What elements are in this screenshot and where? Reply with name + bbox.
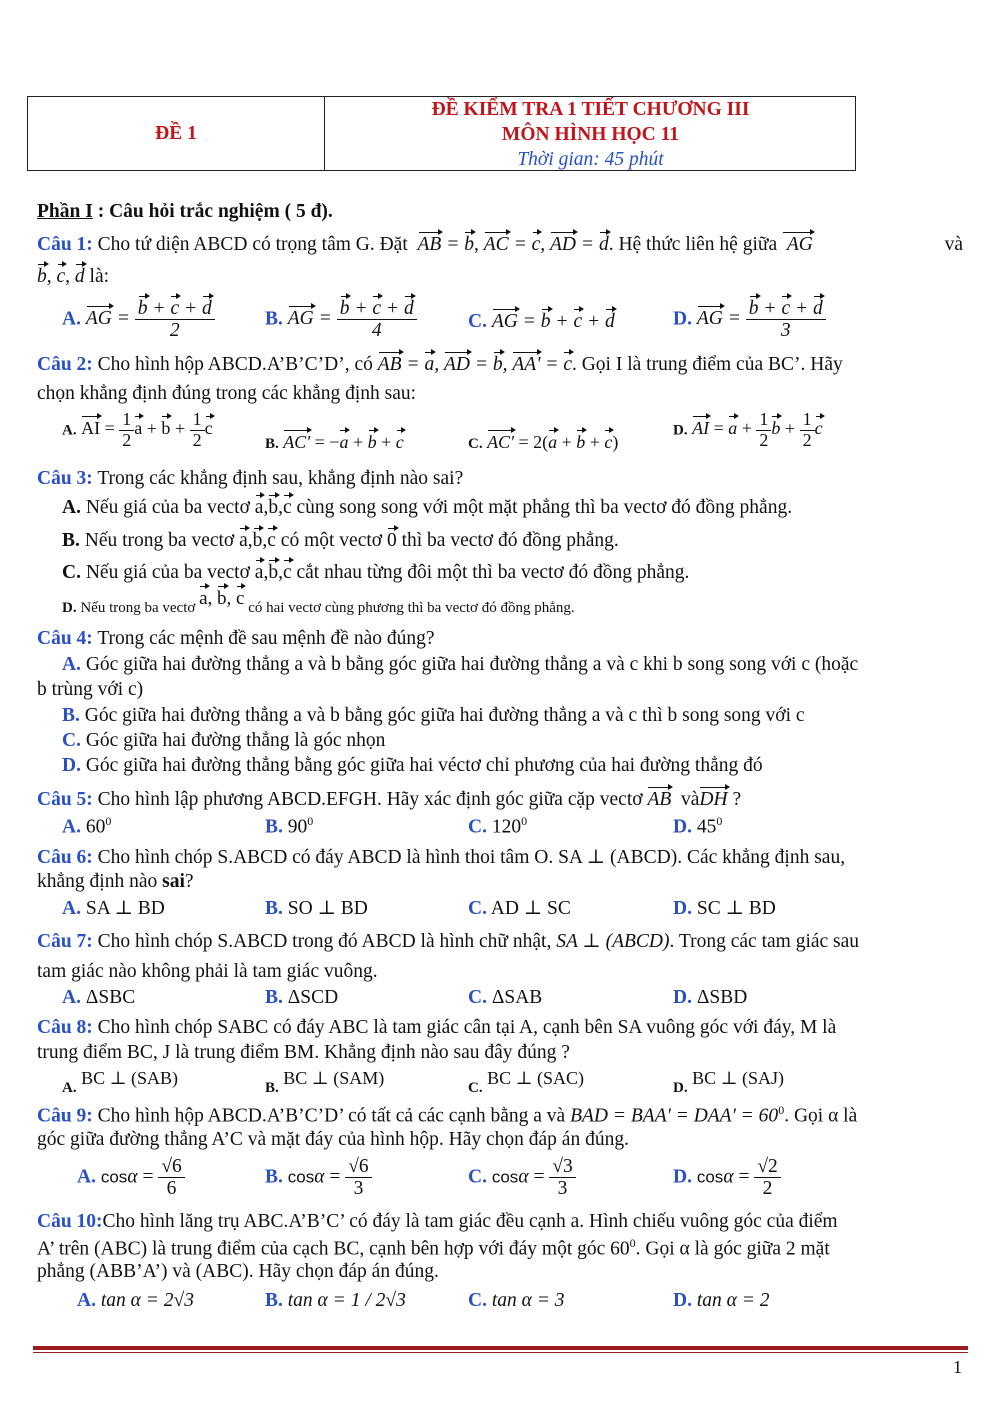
q10-text2b: . Gọi α là góc giữa 2 mặt [635,1238,830,1260]
q10-option-c[interactable]: C. tan α = 3 [468,1290,565,1311]
q8-text1: Cho hình chóp SABC có đáy ABC là tam giác cân tại A, cạnh bên SA vuông góc với đáy, M là [97,1017,837,1038]
q3-option-b[interactable]: B. Nếu trong ba vectơ a,b,c có một vectơ 0 thì ba vectơ đó đồng phẳng. [62,530,619,551]
q6-sai: sai [162,871,185,892]
q8-a-text: BC ⊥ (SAB) [81,1068,179,1088]
question-6 [37,845,845,869]
page-number: 1 [953,1357,962,1377]
q7-option-b[interactable]: B. ΔSCD [265,987,339,1008]
q2-text1: Cho hình hộp ABCD.A’B’C’D’, có [97,354,373,375]
q10-line2: A’ trên (ABC) là trung điểm của cạch BC, cạnh bên hợp với đáy một góc $60^0$. Gọi α là góc giữa 2 mặt [37,1236,830,1260]
q1-vectors: AB = b, AC = c, AD = d [417,234,609,255]
q8-b-text: BC ⊥ (SAM) [283,1068,385,1088]
q9-math: BAD = BAA' = DAA' = 60 [570,1105,779,1127]
q10-option-b[interactable]: B. tan α = 1 / 2√3 [265,1290,406,1311]
q8-option-d[interactable]: $_{D.}$ BC ⊥ (SAJ) [673,1068,785,1096]
q7-b-text: ΔSCD [287,987,339,1008]
q4-option-c[interactable]: C. Góc giữa hai đường thẳng là góc nhọn [62,730,386,751]
q4-d-text: Góc giữa hai đường thẳng bằng góc giữa hai véctơ chỉ phương của hai đường thẳng đó [85,755,763,776]
exam-code-cell [28,97,325,170]
q5-option-a[interactable]: A. $60^0$ [62,814,112,838]
q5-d-value: 45 [696,816,717,838]
q1-a-label: A. [62,308,81,330]
q1-option-a[interactable]: A. AG = $\frac{b + c + d}{2}$ [62,298,215,342]
q9-a-den: 6 [166,1178,177,1200]
q3-b-text3: thì ba vectơ đó đồng phẳng. [401,530,619,551]
q6-text1: Cho hình chóp S.ABCD có đáy ABCD là hình thoi tâm O. SA ⊥ (ABCD). Các khẳng định sau, [97,847,846,868]
q7-option-a[interactable]: A. ΔSBC [62,987,136,1008]
q3-a-text1: Nếu giá của ba vectơ [85,497,250,518]
q3-c-text2: cắt nhau từng đôi một thì ba vectơ đó đồng phẳng. [296,562,690,583]
q9-option-c[interactable]: C. cosα = $\frac{√3}{3}$ [468,1156,576,1200]
q1-a-den: 2 [169,320,180,342]
q7-d-text: ΔSBD [696,987,748,1008]
q5-end: ? [732,789,742,810]
q7-math: SA ⊥ (ABCD) [556,931,670,952]
section-heading [37,201,333,223]
q5-option-b[interactable]: B. $90^0$ [265,814,314,838]
q6-q: ? [184,871,194,892]
q3-d-text2: có hai vectơ cùng phương thì ba vectơ đó đồng phẳng. [248,600,575,616]
q7-option-c[interactable]: C. ΔSAB [468,987,543,1008]
q4-b-text: Góc giữa hai đường thẳng a và b bằng góc giữa hai đường thẳng a và c thì b song song với c [84,705,805,726]
q1-label: Câu 1: [37,234,93,255]
q9-c-num: √3 [549,1156,575,1178]
q6-b-text: SO ⊥ BD [287,898,368,919]
q7-label: Câu 7: [37,931,93,952]
q5-and: và [681,789,700,810]
q5-a-value: 60 [85,816,106,838]
q9-line2: góc giữa đường thẳng A’C và mặt đáy của hình hộp. Hãy chọn đáp án đúng. [37,1129,629,1150]
question-1 [37,234,963,256]
q7-line2: tam giác nào không phải là tam giác vuông. [37,961,378,982]
q10-c-text: tan α = 3 [491,1290,565,1311]
q5-option-d[interactable]: D. $45^0$ [673,814,723,838]
q5-b-value: 90 [287,816,308,838]
q4-label: Câu 4: [37,628,93,649]
q10-text1: Cho hình lăng trụ ABC.A’B’C’ có đáy là tam giác đều cạnh a. Hình chiếu vuông góc của điểm [102,1211,838,1232]
question-10 [37,1211,838,1233]
q9-option-b[interactable]: B. cosα = $\frac{√6}{3}$ [265,1156,372,1200]
question-7 [37,929,859,953]
q9-text1: Cho hình hộp ABCD.A’B’C’D’ có tất cả các cạnh bằng a và [97,1105,566,1127]
q6-label: Câu 6: [37,847,93,868]
q9-option-a[interactable]: A. cosα = $\frac{√6}{6}$ [77,1156,185,1200]
q1-option-d[interactable]: D. AG = $\frac{b + c + d}{3}$ [673,298,826,342]
q2-line2: chọn khẳng định đúng trong các khẳng định sau: [37,383,417,404]
q6-text2: khẳng định nào [37,871,158,892]
q6-d-text: SC ⊥ BD [696,898,776,919]
q10-option-a[interactable]: A. tan α = 2√3 [77,1290,194,1311]
q8-d-text: BC ⊥ (SAJ) [692,1068,785,1088]
q8-option-a[interactable]: $_{A.}$ BC ⊥ (SAB) [62,1068,179,1096]
q3-a-text2: cùng song song với một mặt phẳng thì ba vectơ đó đồng phẳng. [296,497,793,518]
q10-option-d[interactable]: D. tan α = 2 [673,1290,770,1311]
q9-option-d[interactable]: D. cosα = $\frac{√2}{2}$ [673,1156,781,1200]
q5-label: Câu 5: [37,789,93,810]
q3-option-a[interactable]: A. Nếu giá của ba vectơ a,b,c cùng song song với một mặt phẳng thì ba vectơ đó đồng phẳng. [62,497,793,518]
question-5: Câu 5: Cho hình lập phương ABCD.EFGH. Hãy xác định góc giữa cặp vectơ AB vàDH ? [37,789,742,810]
question-3 [37,468,463,490]
question-2: Câu 2: Cho hình hộp ABCD.A’B’C’D’, có AB = a, AD = b, AA' = c. Gọi I là trung điểm của BC’. Hãy [37,354,843,375]
q5-c-value: 120 [491,816,522,838]
q6-option-a[interactable]: A. SA ⊥ BD [62,898,165,919]
section-rest: : Câu hỏi trắc nghiệm ( 5 đ). [92,201,333,222]
q4-option-b[interactable]: B. Góc giữa hai đường thẳng a và b bằng góc giữa hai đường thẳng a và c thì b song song với c [62,705,805,726]
q1-b-label: B. [265,308,283,330]
q3-b-text2: có một vectơ [280,530,383,551]
q1-text4: là: [89,266,110,287]
q8-option-b[interactable]: $_{B.}$ BC ⊥ (SAM) [265,1068,385,1096]
q3-option-d[interactable]: D. Nếu trong ba vectơ a, b, c có hai vectơ cùng phương thì ba vectơ đó đồng phẳng. [62,588,575,616]
q8-line2: trung điểm BC, J là trung điểm BM. Khẳng định nào sau đây đúng ? [37,1042,570,1063]
q3-d-text1: Nếu trong ba vectơ [80,600,196,616]
q6-a-text: SA ⊥ BD [85,898,165,919]
q7-c-text: ΔSAB [491,987,543,1008]
subject-title: MÔN HÌNH HỌC 11 [501,124,680,145]
q6-option-d[interactable]: D. SC ⊥ BD [673,898,776,919]
q9-label: Câu 9: [37,1105,93,1127]
q1-text3: và [944,234,963,255]
q1-text: Cho tứ diện ABCD có trọng tâm G. Đặt [97,234,408,255]
q9-c-den: 3 [557,1178,568,1200]
q9-d-num: √2 [754,1156,780,1178]
q4-text: Trong các mệnh đề sau mệnh đề nào đúng? [97,628,435,649]
q10-d-text: tan α = 2 [696,1290,770,1311]
exam-code: ĐỀ 1 [155,122,197,144]
footer-rule [33,1346,968,1350]
q1-vec-ag: AG [781,234,813,255]
q10-a-text: tan α = 2√3 [100,1290,194,1311]
q2-label: Câu 2: [37,354,93,375]
q1-c-label: C. [468,311,487,332]
q4-option-a-cont: b trùng với c) [37,679,144,700]
header-table [27,96,856,171]
q3-label: Câu 3: [37,468,93,489]
q3-text: Trong các khẳng định sau, khẳng định nào sai? [97,468,464,489]
q5-option-c[interactable]: C. $120^0$ [468,814,528,838]
q1-text2: . Hệ thức liên hệ giữa [608,234,778,255]
question-8 [37,1017,836,1039]
footer-rule-thin [33,1352,968,1353]
question-4 [37,628,435,650]
q1-d-den: 3 [780,320,791,342]
q3-c-text1: Nếu giá của ba vectơ [85,562,250,583]
q10-text2a: A’ trên (ABC) là trung điểm của cạch BC, cạnh bên hợp với đáy một góc 60 [37,1238,630,1260]
q8-label: Câu 8: [37,1017,93,1038]
q6-c-text: AD ⊥ SC [490,898,571,919]
q2-option-c[interactable]: C. AC' = 2(a + b + c) [468,432,619,452]
q6-line2 [37,871,194,893]
q2-text2: . Gọi I là trung điểm của BC’. Hãy [571,354,843,375]
q2-option-a[interactable]: A. AI = $\frac{1}{2}$ a + b + $\frac{1}{2}$ c [62,409,213,450]
q4-a-text: Góc giữa hai đường thẳng a và b bằng góc giữa hai đường thẳng a và c khi b song song với c (hoặc [85,654,859,675]
q6-option-c[interactable]: C. AD ⊥ SC [468,898,571,919]
q7-text2: . Trong các tam giác sau [669,931,860,952]
q7-text1: Cho hình chóp S.ABCD trong đó ABCD là hình chữ nhật, [97,931,552,952]
q1-option-b[interactable]: B. AG = $\frac{b + c + d}{4}$ [265,298,417,342]
q1-line2: b, c, d là: [37,266,110,287]
q9-d-den: 2 [762,1178,773,1200]
q4-option-a[interactable]: A. Góc giữa hai đường thẳng a và b bằng góc giữa hai đường thẳng a và c khi b song song với c (hoặc [62,654,859,675]
exam-title: ĐỀ KIỂM TRA 1 TIẾT CHƯƠNG III [431,99,750,120]
q1-option-c[interactable]: C. AG = b + c + d [468,311,615,332]
q10-line3: phẳng (ABB’A’) và (ABC). Hãy chọn đáp án đúng. [37,1261,439,1282]
q2-option-b[interactable]: B. AC' = −a + b + c [265,432,404,452]
q9-b-den: 3 [353,1178,364,1200]
q10-b-text: tan α = 1 / 2√3 [287,1290,406,1311]
exam-time: Thời gian: 45 phút [517,149,664,170]
q2-option-d[interactable]: D. AI = a + $\frac{1}{2}$ b + $\frac{1}{2}$ c [673,409,823,450]
q4-option-d[interactable]: D. Góc giữa hai đường thẳng bằng góc giữa hai véctơ chỉ phương của hai đường thẳng đó [62,755,763,776]
q9-a-num: √6 [158,1156,184,1178]
q6-option-b[interactable]: B. SO ⊥ BD [265,898,368,919]
q5-text: Cho hình lập phương ABCD.EFGH. Hãy xác định góc giữa cặp vectơ [97,789,643,810]
q3-option-c[interactable]: C. Nếu giá của ba vectơ a,b,c cắt nhau từng đôi một thì ba vectơ đó đồng phẳng. [62,562,690,583]
q3-b-text1: Nếu trong ba vectơ [84,530,235,551]
q8-c-text: BC ⊥ (SAC) [487,1068,585,1088]
q9-b-num: √6 [345,1156,371,1178]
question-9: Câu 9: Cho hình hộp ABCD.A’B’C’D’ có tất cả các cạnh bằng a và BAD = $BAA' = DAA' = 60^0$. Gọi α là [37,1103,858,1127]
q4-c-text: Góc giữa hai đường thẳng là góc nhọn [85,730,386,751]
q1-b-den: 4 [371,320,382,342]
q10-label: Câu 10: [37,1211,103,1232]
q8-option-c[interactable]: $_{C.}$ BC ⊥ (SAC) [468,1068,585,1096]
q1-d-label: D. [673,308,692,330]
q7-option-d[interactable]: D. ΔSBD [673,987,748,1008]
section-label: Phần I [37,201,93,222]
q7-a-text: ΔSBC [85,987,136,1008]
q9-text2: . Gọi α là [784,1105,858,1127]
